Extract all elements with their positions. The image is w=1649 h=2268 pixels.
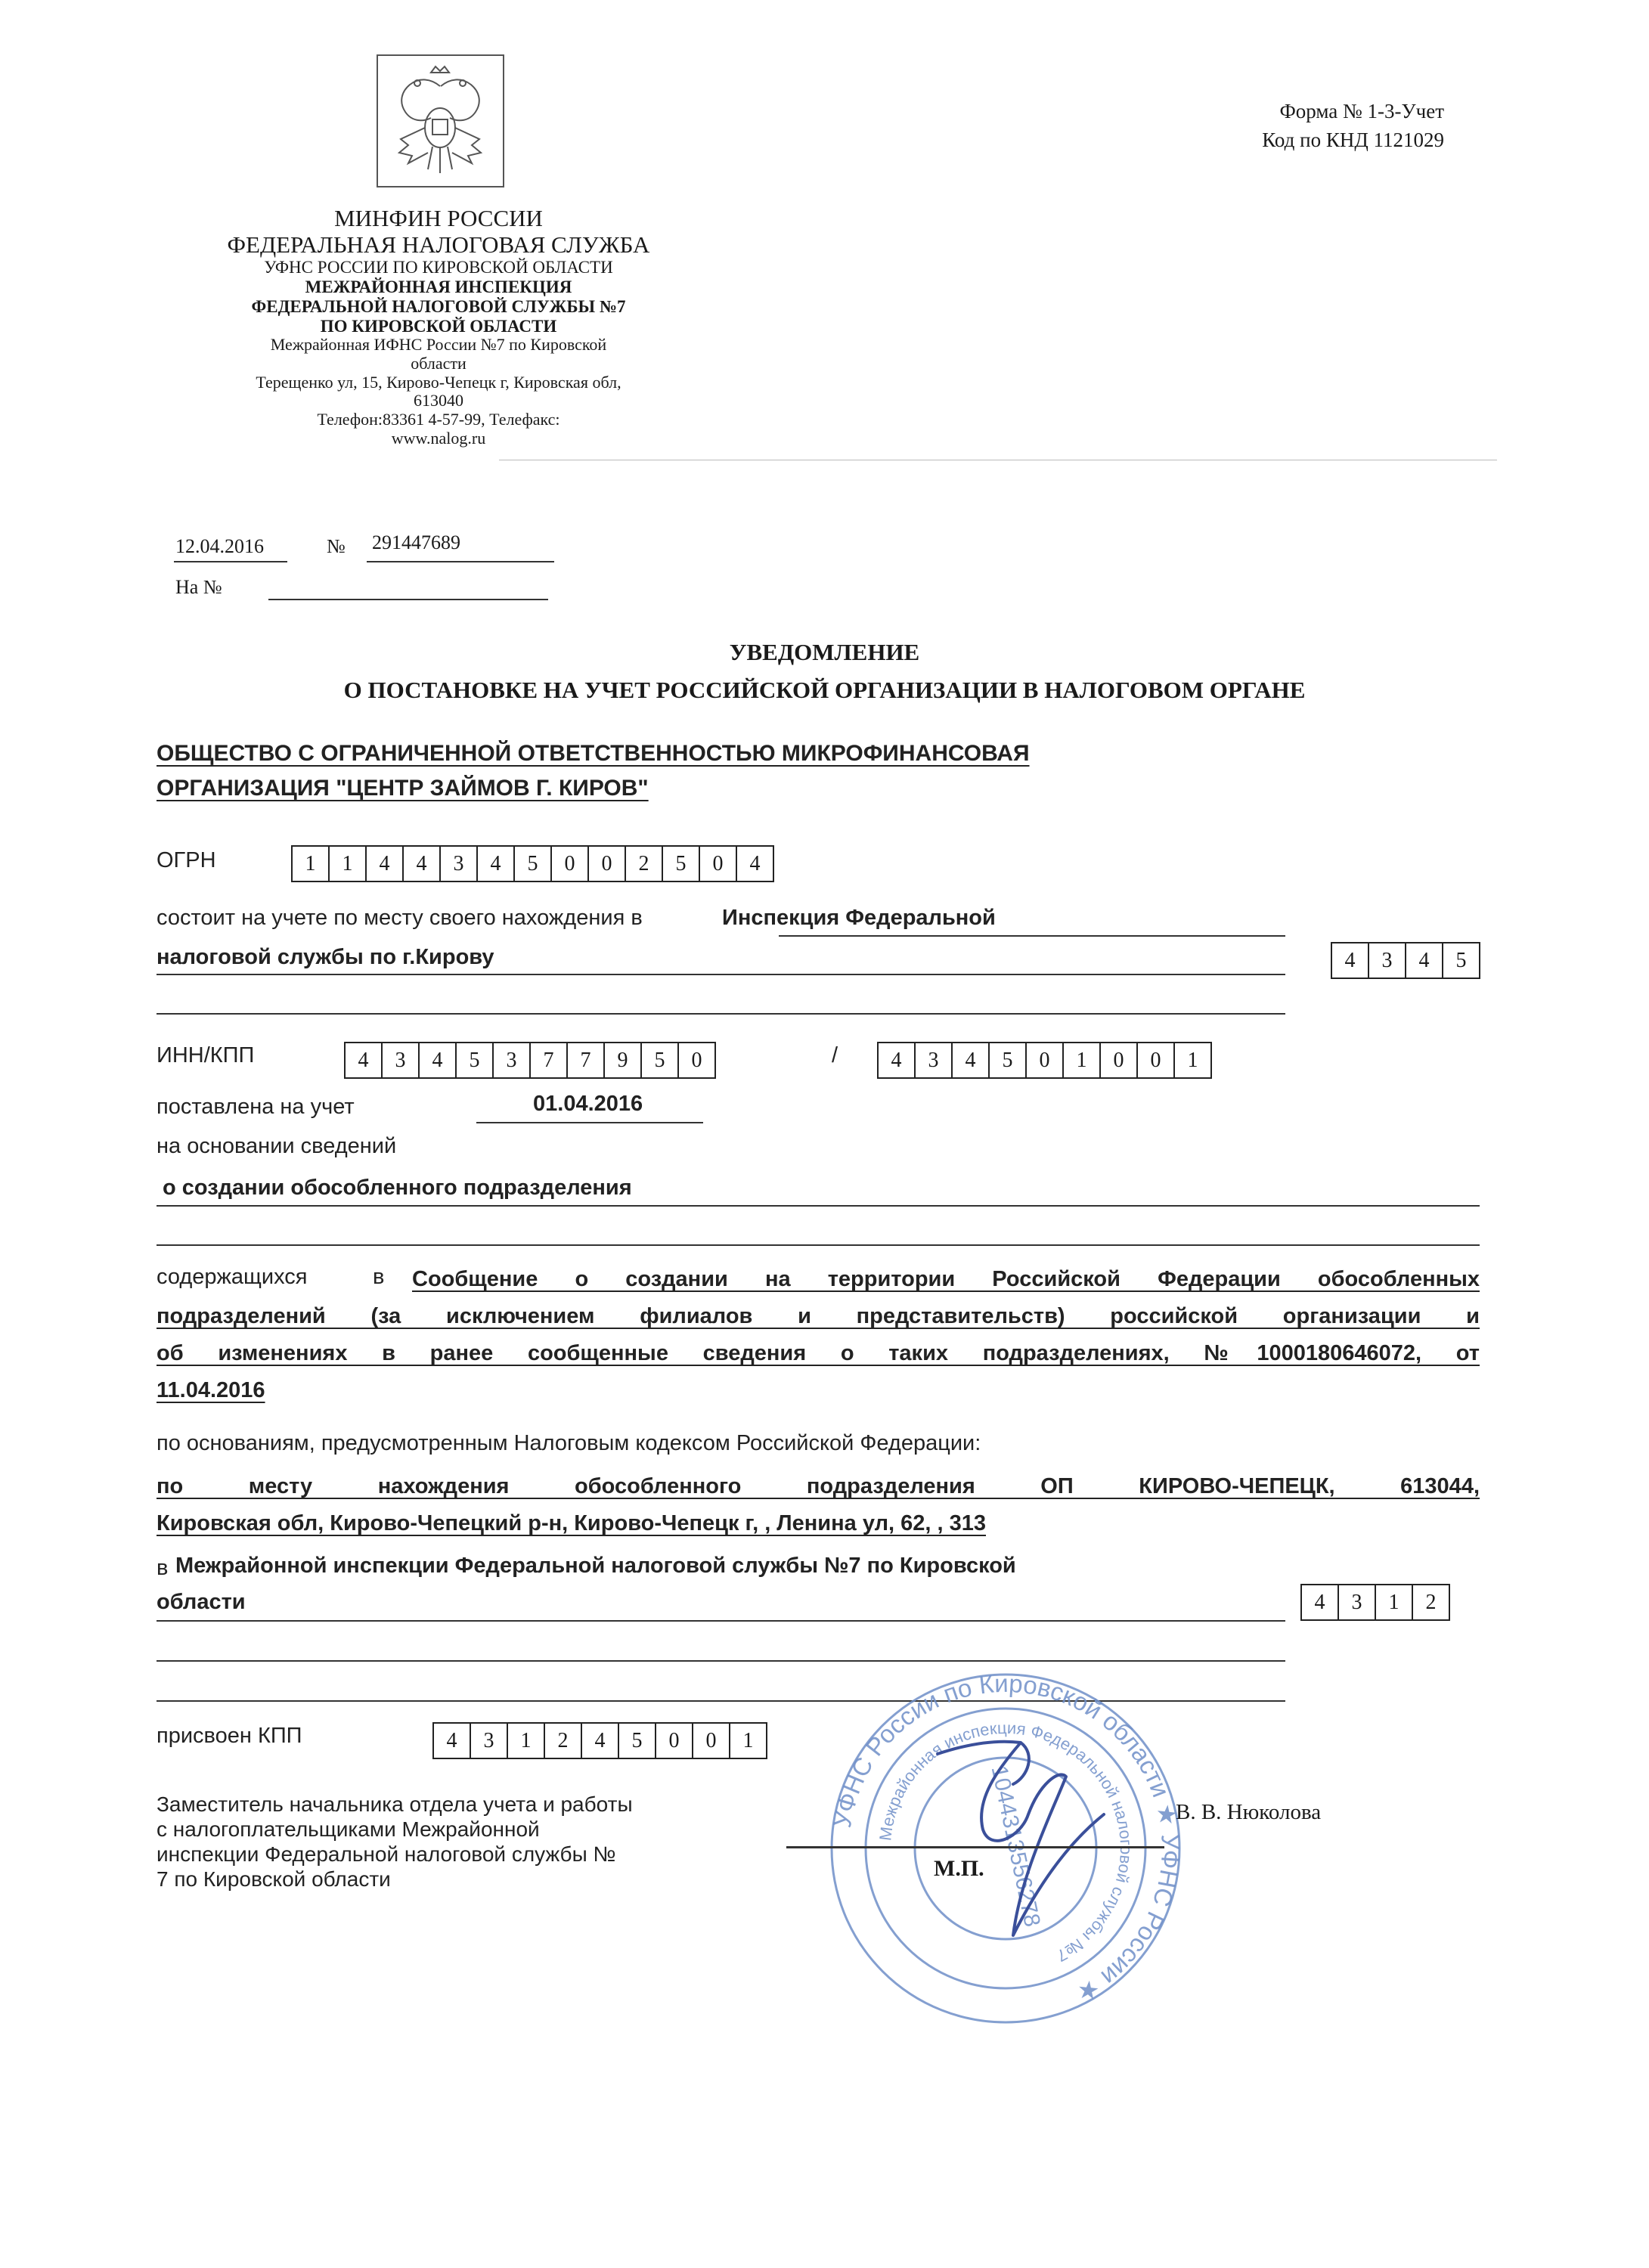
digit-cell: 1: [1062, 1042, 1101, 1079]
digit-cell: 0: [587, 845, 626, 882]
svg-text:1044313556278: 1044313556278: [986, 1763, 1045, 1929]
regional-office: УФНС РОССИИ ПО КИРОВСКОЙ ОБЛАСТИ: [264, 258, 613, 277]
registered-at-line-2: налоговой службы по г.Кирову: [157, 945, 494, 969]
signer-position: [157, 1792, 633, 1892]
digit-cell: 0: [655, 1722, 693, 1759]
title-line-2: О ПОСТАНОВКЕ НА УЧЕТ РОССИЙСКОЙ ОРГАНИЗАЦИИ В НАЛОГОВОМ ОРГАНЕ: [343, 677, 1306, 704]
digit-cell: 1: [507, 1722, 545, 1759]
service-name: ФЕДЕРАЛЬНАЯ НАЛОГОВАЯ СЛУЖБА: [227, 231, 650, 258]
digit-cell: 1: [291, 845, 330, 882]
digit-cell: 4: [344, 1042, 383, 1079]
phone-line: Телефон:83361 4-57-99, Телефакс:: [317, 409, 560, 429]
authority-code-boxes: [1300, 1584, 1449, 1621]
inspection-name-1: МЕЖРАЙОННАЯ ИНСПЕКЦИЯ: [305, 277, 572, 297]
authority-prefix: в: [157, 1556, 169, 1580]
title-line-1: УВЕДОМЛЕНИЕ: [729, 639, 920, 665]
svg-text:Межрайонная инспекция Федераль: Межрайонная инспекция Федеральной налоговой службы №7: [876, 1718, 1136, 1966]
digit-cell: 4: [736, 845, 774, 882]
digit-cell: 2: [1412, 1584, 1450, 1621]
position-line-1: Заместитель начальника отдела учета и работы: [157, 1792, 633, 1816]
handwritten-signature: [907, 1724, 1134, 1966]
ministry-name: МИНФИН РОССИИ: [334, 205, 543, 231]
authority-underline-1: [157, 1620, 1285, 1622]
digit-cell: 2: [625, 845, 663, 882]
inspection-name-2: ФЕДЕРАЛЬНОЙ НАЛОГОВОЙ СЛУЖБЫ №7: [251, 296, 626, 316]
basis-label: на основании сведений: [157, 1134, 397, 1158]
state-emblem-icon: [377, 54, 504, 187]
digit-cell: 0: [1136, 1042, 1175, 1079]
kpp-boxes: [877, 1042, 1210, 1079]
contained-in-prefix: в: [373, 1265, 385, 1289]
message-line-4: 11.04.2016: [157, 1378, 265, 1402]
digit-cell: 1: [729, 1722, 767, 1759]
registered-on-underline: [476, 1122, 703, 1123]
digit-cell: 4: [476, 845, 515, 882]
form-number: Форма № 1-3-Учет: [1279, 100, 1444, 122]
digit-cell: 3: [914, 1042, 953, 1079]
message-block-first: [412, 1261, 1480, 1298]
digit-cell: 3: [381, 1042, 420, 1079]
grounds-line-1: по месту нахождения обособленного подразделения ОП КИРОВО-ЧЕПЕЦК, 613044,: [157, 1474, 1480, 1498]
signature-line: [786, 1846, 1164, 1848]
registered-at-label: состоит на учете по месту своего нахождения в: [157, 906, 643, 930]
document-title: [0, 634, 1649, 709]
digit-cell: 0: [1099, 1042, 1138, 1079]
digit-cell: 3: [439, 845, 478, 882]
registered-at-code-boxes: [1331, 942, 1479, 979]
registered-at-underline-2: [157, 974, 1285, 975]
digit-cell: 1: [1173, 1042, 1212, 1079]
basis-value: о создании обособленного подразделения: [163, 1176, 632, 1200]
address-line-2: 613040: [414, 391, 463, 411]
inspection-short-name-1: Межрайонная ИФНС России №7 по Кировской: [270, 335, 607, 355]
issuer-header: [174, 206, 703, 448]
message-line-2: подразделений (за исключением филиалов и представительств) российской организации и: [157, 1304, 1480, 1328]
inn-boxes: [344, 1042, 714, 1079]
number-label: №: [327, 535, 346, 557]
digit-cell: 4: [402, 845, 441, 882]
digit-cell: 3: [470, 1722, 508, 1759]
digit-cell: 5: [513, 845, 552, 882]
message-block: [157, 1298, 1480, 1409]
document-date: 12.04.2016: [175, 535, 264, 557]
registered-at-underline-3: [157, 1013, 1285, 1015]
digit-cell: 3: [492, 1042, 531, 1079]
document-number: 291447689: [372, 531, 460, 553]
seal-mark: М.П.: [934, 1856, 984, 1881]
digit-cell: 5: [1442, 942, 1480, 979]
digit-cell: 7: [529, 1042, 568, 1079]
basis-underline-1: [157, 1205, 1480, 1207]
digit-cell: 5: [455, 1042, 494, 1079]
digit-cell: 0: [1025, 1042, 1064, 1079]
message-line-3: об изменениях в ранее сообщенные сведения о таких подразделениях, №1000180646072, от: [157, 1341, 1480, 1365]
website: www.nalog.ru: [391, 428, 486, 448]
ogrn-boxes: [291, 845, 773, 882]
digit-cell: 4: [432, 1722, 471, 1759]
digit-cell: 2: [544, 1722, 582, 1759]
digit-cell: 7: [566, 1042, 605, 1079]
digit-cell: 4: [877, 1042, 916, 1079]
number-underline: [367, 561, 554, 562]
inn-kpp-label: ИНН/КПП: [157, 1043, 255, 1067]
address-line-1: Терещенко ул, 15, Кирово-Чепецк г, Кировская обл,: [256, 372, 621, 392]
assigned-kpp-boxes: [432, 1722, 766, 1759]
authority-line-1: Межрайонной инспекции Федеральной налоговой службы №7 по Кировской: [175, 1554, 1016, 1578]
knd-code: Код по КНД 1121029: [1262, 129, 1444, 152]
digit-cell: 0: [692, 1722, 730, 1759]
registered-at-underline-1: [779, 935, 1285, 937]
digit-cell: 9: [603, 1042, 642, 1079]
assigned-kpp-label: присвоен КПП: [157, 1724, 302, 1748]
digit-cell: 4: [1300, 1584, 1339, 1621]
reply-to-label: На №: [175, 576, 222, 598]
basis-underline-2: [157, 1244, 1480, 1246]
digit-cell: 4: [951, 1042, 990, 1079]
authority-underline-2: [157, 1660, 1285, 1662]
position-line-4: 7 по Кировской области: [157, 1867, 391, 1891]
digit-cell: 3: [1337, 1584, 1376, 1621]
grounds-block: [157, 1468, 1480, 1542]
digit-cell: 5: [988, 1042, 1027, 1079]
grounds-line-2: Кировская обл, Кирово-Чепецкий р-н, Кирово-Чепецк г, , Ленина ул, 62, , 313: [157, 1511, 986, 1535]
authority-line-2: области: [157, 1590, 246, 1614]
digit-cell: 0: [699, 845, 737, 882]
digit-cell: 4: [418, 1042, 457, 1079]
inspection-short-name-2: области: [411, 354, 466, 373]
registered-on-label: поставлена на учет: [157, 1095, 355, 1119]
registered-on-date: 01.04.2016: [533, 1092, 643, 1116]
digit-cell: 5: [640, 1042, 679, 1079]
date-underline: [174, 561, 287, 562]
digit-cell: 1: [328, 845, 367, 882]
form-reference: [1119, 97, 1444, 155]
digit-cell: 4: [365, 845, 404, 882]
reply-to-field: [268, 599, 548, 600]
digit-cell: 1: [1375, 1584, 1413, 1621]
digit-cell: 0: [677, 1042, 716, 1079]
ogrn-label: ОГРН: [157, 848, 216, 872]
svg-text:УФНС России по Кировской облас: УФНС России по Кировской области ★ УФНС России ★: [827, 1668, 1186, 2009]
org-name-line-1: ОБЩЕСТВО С ОГРАНИЧЕННОЙ ОТВЕТСТВЕННОСТЬЮ МИКРОФИНАНСОВАЯ: [157, 741, 1030, 766]
digit-cell: 3: [1368, 942, 1406, 979]
message-line-1: Сообщение о создании на территории Российской Федерации обособленных: [412, 1267, 1480, 1291]
digit-cell: 4: [1331, 942, 1369, 979]
digit-cell: 4: [1405, 942, 1443, 979]
contained-label: содержащихся: [157, 1265, 308, 1289]
digit-cell: 0: [550, 845, 589, 882]
grounds-label: по основаниям, предусмотренным Налоговым кодексом Российской Федерации:: [157, 1431, 981, 1455]
signer-name: В. В. Нюколова: [1176, 1800, 1322, 1824]
position-line-2: с налогоплательщиками Межрайонной: [157, 1817, 540, 1841]
inspection-name-3: ПО КИРОВСКОЙ ОБЛАСТИ: [320, 316, 557, 336]
digit-cell: 5: [618, 1722, 656, 1759]
digit-cell: 5: [662, 845, 700, 882]
org-name-line-2: ОРГАНИЗАЦИЯ "ЦЕНТР ЗАЙМОВ Г. КИРОВ": [157, 776, 649, 801]
double-headed-eagle-icon: [378, 56, 503, 186]
position-line-3: инспекции Федеральной налоговой службы №: [157, 1842, 616, 1866]
registered-at-line-1: Инспекция Федеральной: [722, 906, 996, 930]
digit-cell: 4: [581, 1722, 619, 1759]
inn-kpp-slash: /: [832, 1043, 838, 1067]
